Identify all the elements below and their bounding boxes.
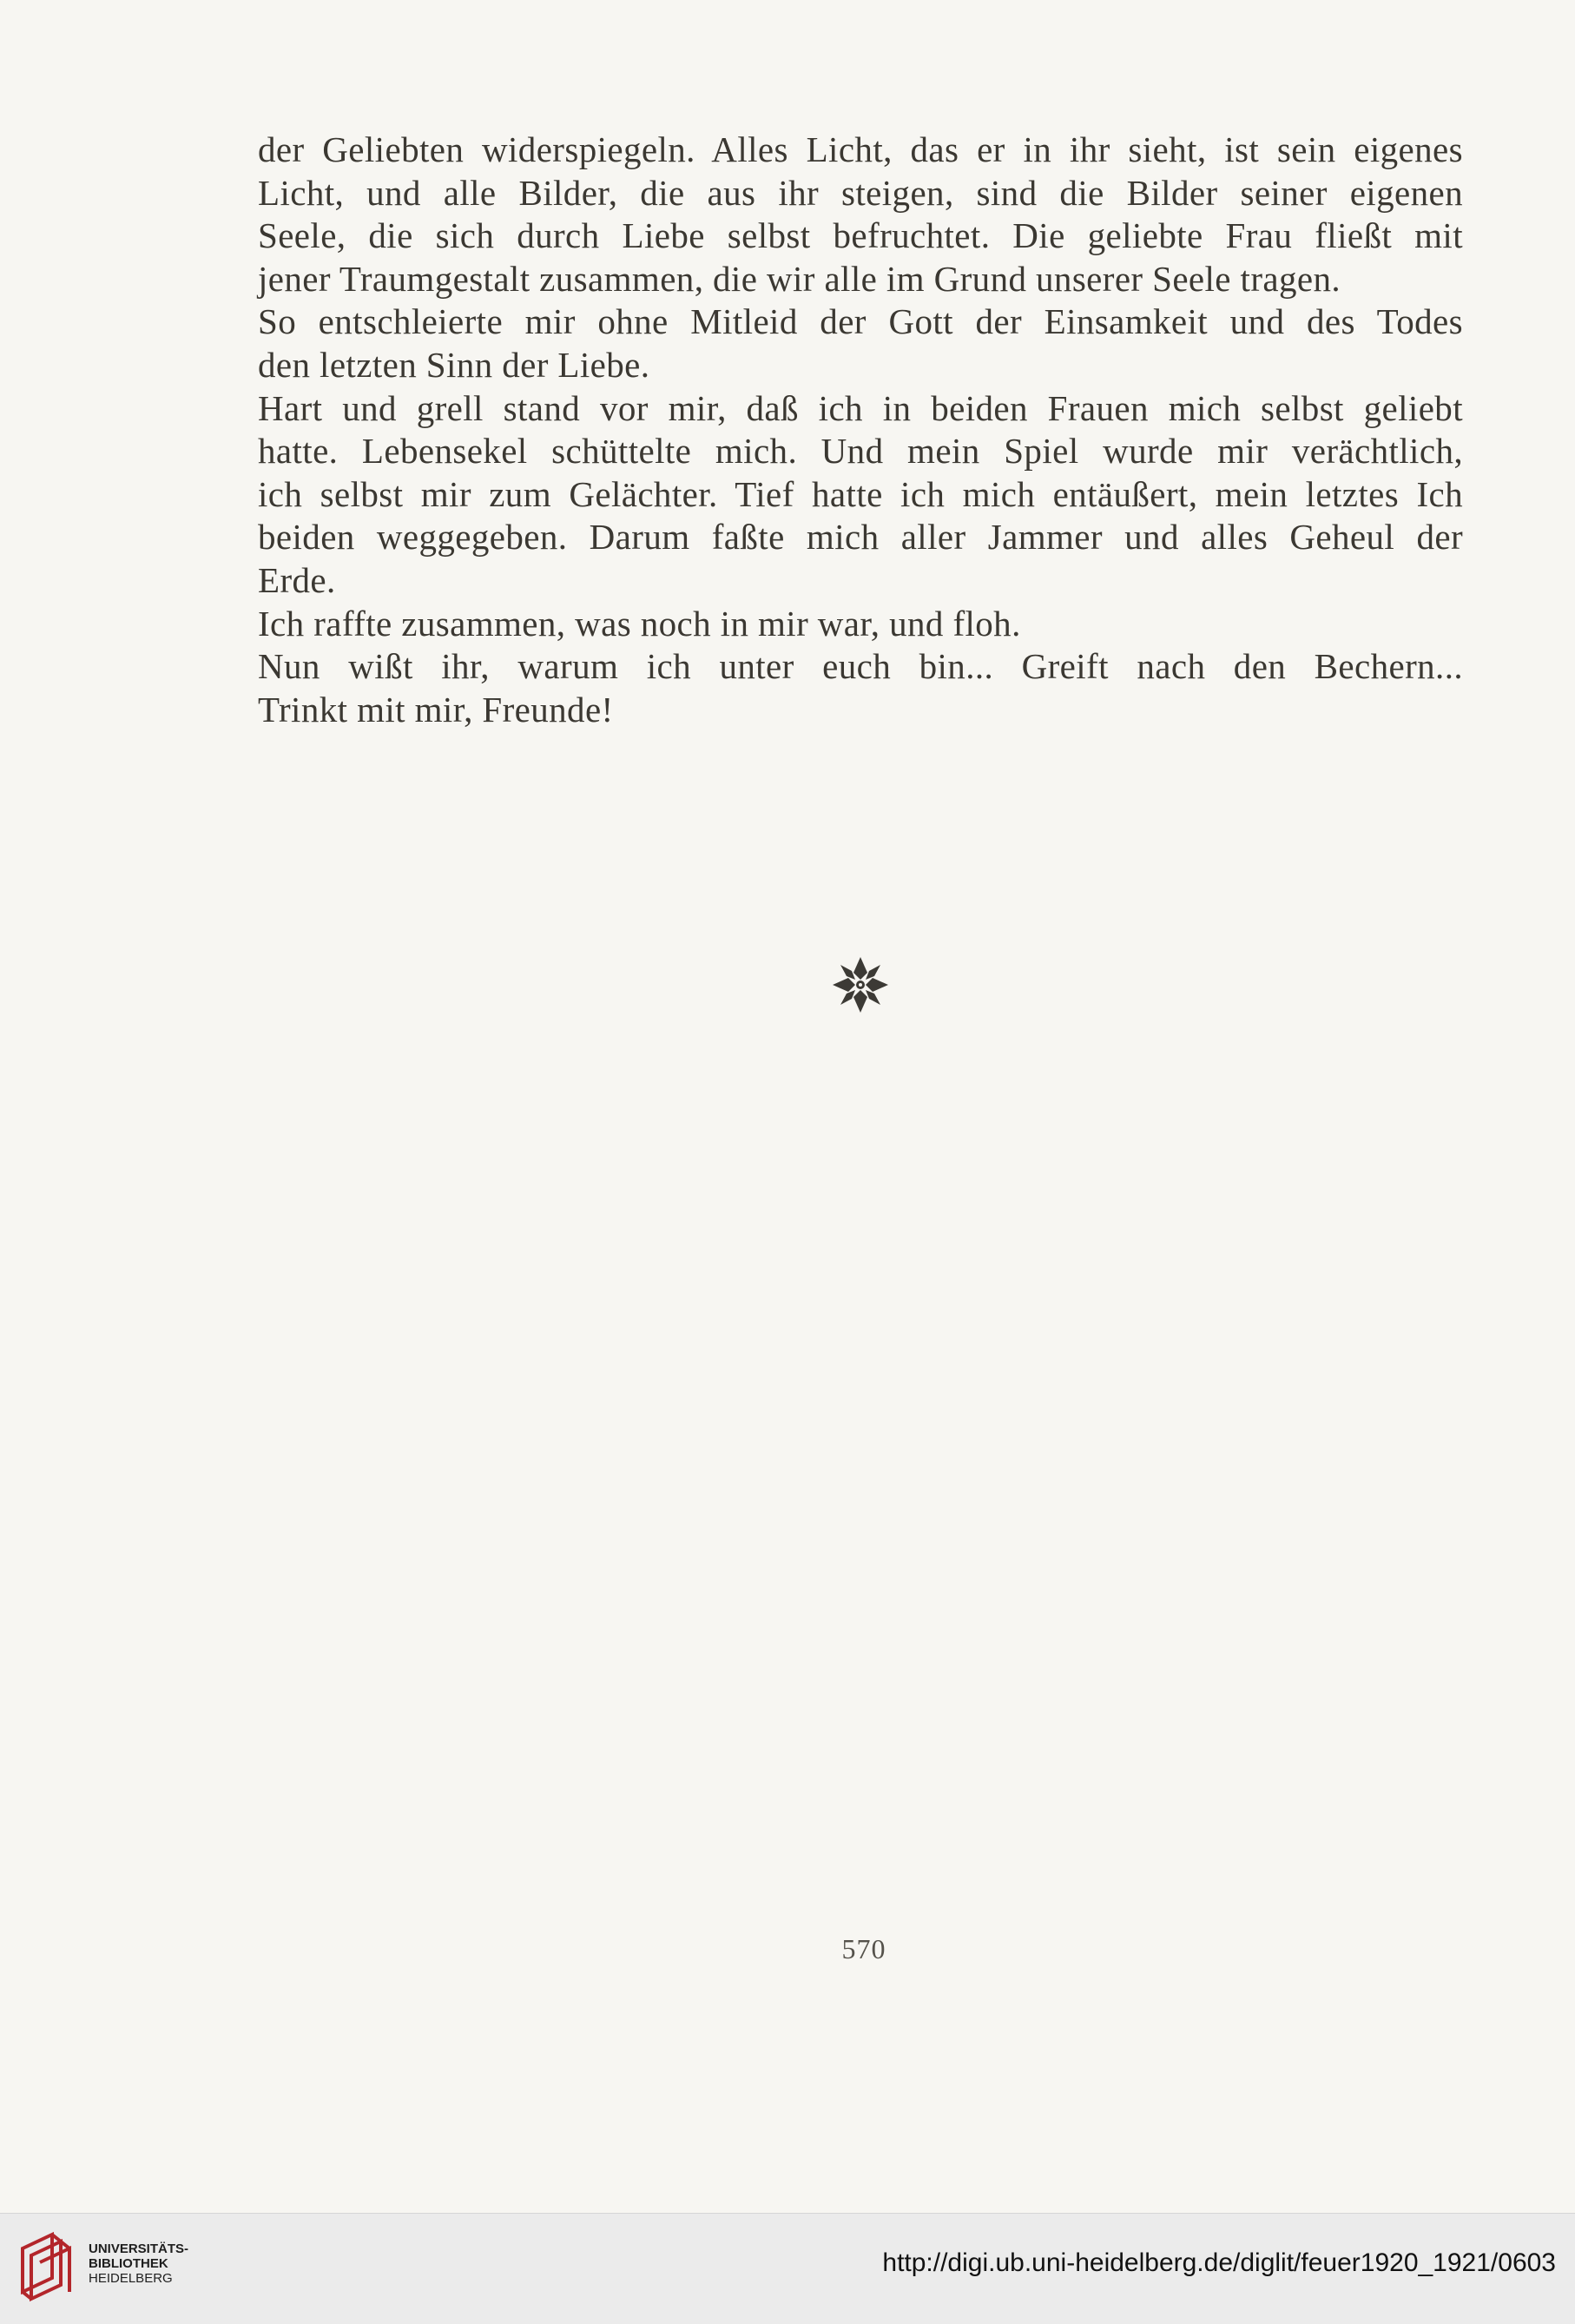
library-name (89, 2241, 188, 2286)
text-line: Trinkt mit mir, Freunde! (258, 689, 614, 730)
text-line: den letzten Sinn der Liebe. (258, 344, 650, 385)
text-line: beiden weggegeben. Darum faßte mich aller Jammer und alles Geheul der (258, 517, 1463, 558)
text-line: jener Traumgestalt zusammen, die wir alle im Grund unserer Seele tragen. (258, 258, 1341, 299)
text-line: Seele, die sich durch Liebe selbst befruchtet. Die geliebte Frau fließt mit (258, 215, 1463, 256)
library-line-2: BIBLIOTHEK (89, 2256, 168, 2271)
text-line: Licht, und alle Bilder, die aus ihr steigen, sind die Bilder seiner eigenen (258, 172, 1463, 213)
text-line: hatte. Lebensekel schüttelte mich. Und mein Spiel wurde mir verächtlich, (258, 431, 1463, 472)
text-line: Hart und grell stand vor mir, daß ich in beiden Frauen mich selbst geliebt (258, 387, 1463, 428)
fleuron-cross-icon (829, 954, 892, 1016)
ub-heidelberg-logo-icon (17, 2229, 80, 2304)
page-number: 570 (841, 1933, 886, 1964)
library-line-3: HEIDELBERG (89, 2271, 173, 2286)
text-line: Nun wißt ihr, warum ich unter euch bin... Greift nach den Bechern... (258, 646, 1463, 687)
text-line: Erde. (258, 559, 336, 600)
text-line: ich selbst mir zum Gelächter. Tief hatte ich mich entäußert, mein letztes Ich (258, 473, 1463, 514)
source-url-link[interactable]: http://digi.ub.uni-heidelberg.de/diglit/feuer1920_1921/0603 (882, 2248, 1556, 2277)
text-line: Ich raffte zusammen, was noch in mir war, und floh. (258, 603, 1021, 644)
library-line-1: UNIVERSITÄTS- (89, 2241, 189, 2256)
footer-bar (0, 2213, 1575, 2324)
body-text (258, 129, 1463, 731)
text-line: der Geliebten widerspiegeln. Alles Licht, das er in ihr sieht, ist sein eigenes (258, 129, 1463, 169)
text-line: So entschleierte mir ohne Mitleid der Gott der Einsamkeit und des Todes (258, 301, 1463, 342)
